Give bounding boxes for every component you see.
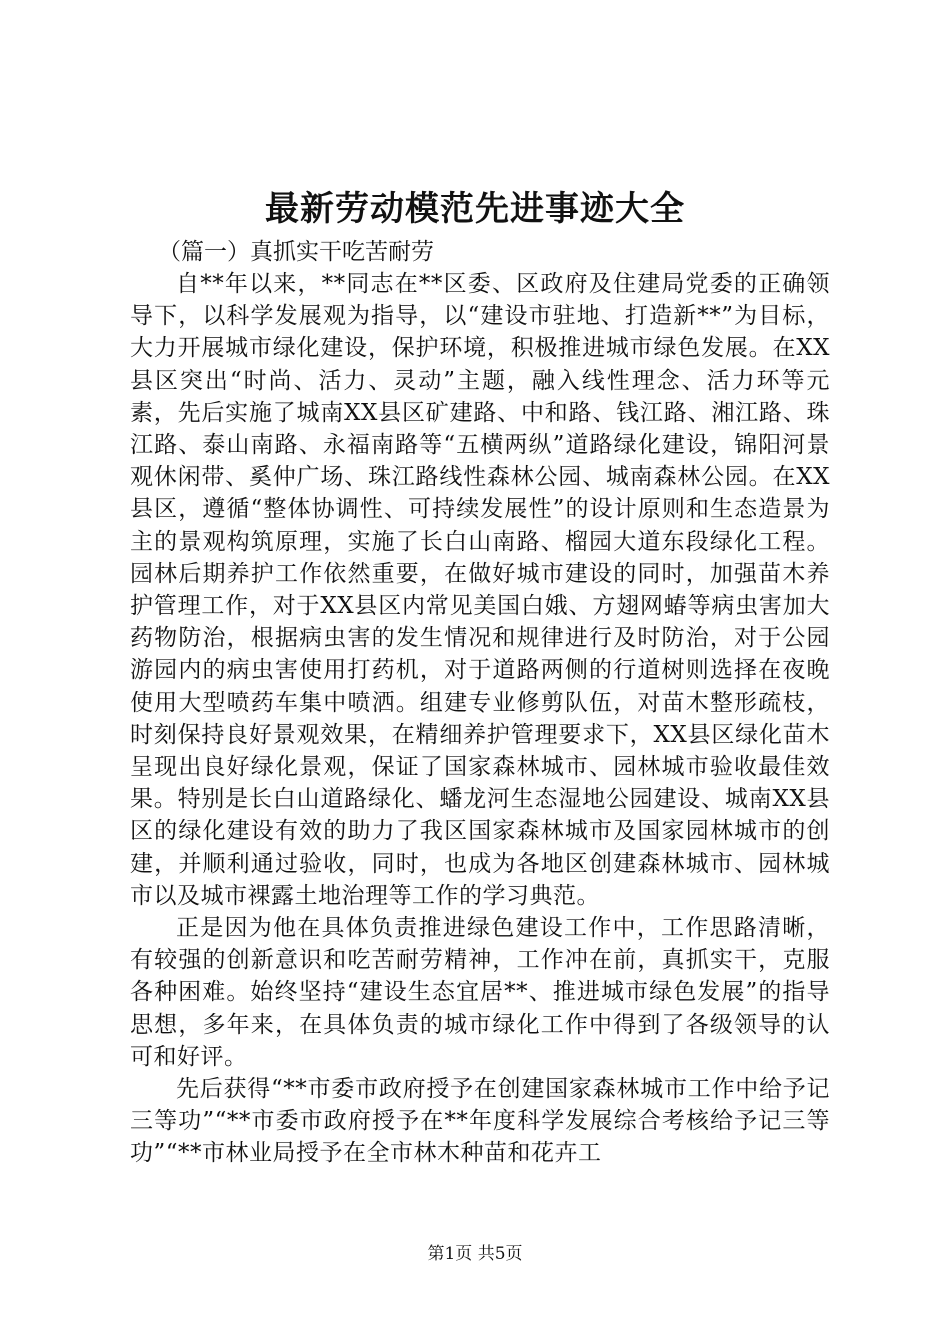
- section-subheading: （篇一）真抓实干吃苦耐劳: [158, 239, 434, 265]
- document-title: 最新劳动模范先进事迹大全: [265, 189, 685, 229]
- paragraph-3: 先后获得“**市委市政府授予在创建国家森林城市工作中给予记三等功”“**市委市政府授予在**年度科学发展综合考核给予记三等功”“**市林业局授予在全市林木种苗和花卉工: [130, 1076, 830, 1167]
- page-footer: 第1页 共5页: [427, 1244, 523, 1264]
- document-body: [130, 236, 830, 1170]
- paragraph-2: 正是因为他在具体负责推进绿色建设工作中，工作思路清晰，有较强的创新意识和吃苦耐劳精神，工作冲在前，真抓实干，克服各种困难。始终坚持“建设生态宜居**、推进城市绿色发展”的指导思想，多年来，在具体负责的城市绿化工作中得到了各级领导的认可和好评。: [130, 915, 830, 1070]
- paragraph-1: 自**年以来，**同志在**区委、区政府及住建局党委的正确领导下，以科学发展观为指导，以“建设市驻地、打造新**”为目标，大力开展城市绿化建设，保护环境，积极推进城市绿色发展。在XX县区突出“时尚、活力、灵动”主题，融入线性理念、活力环等元素，先后实施了城南XX县区矿建路、中和路、钱江路、湘江路、珠江路、泰山南路、永福南路等“五横两纵”道路绿化建设，锦阳河景观休闲带、奚仲广场、珠江路线性森林公园、城南森林公园。在XX县区，遵循“整体协调性、可持续发展性”的设计原则和生态造景为主的景观构筑原理，实施了长白山南路、榴园大道东段绿化工程。园林后期养护工作依然重要，在做好城市建设的同时，加强苗木养护管理工作，对于XX县区内常见美国白娥、方翅网蝽等病虫害加大药物防治，根据病虫害的发生情况和规律进行及时防治，对于公园游园内的病虫害使用打药机，对于道路两侧的行道树则选择在夜晚使用大型喷药车集中喷洒。组建专业修剪队伍，对苗木整形疏枝，时刻保持良好景观效果，在精细养护管理要求下，XX县区绿化苗木呈现出良好绿化景观，保证了国家森林城市、园林城市验收最佳效果。特别是长白山道路绿化、蟠龙河生态湿地公园建设、城南XX县区的绿化建设有效的助力了我区国家森林城市及国家园林城市的创建，并顺利通过验收，同时，也成为各地区创建森林城市、园林城市以及城市裸露土地治理等工作的学习典范。: [130, 271, 830, 909]
